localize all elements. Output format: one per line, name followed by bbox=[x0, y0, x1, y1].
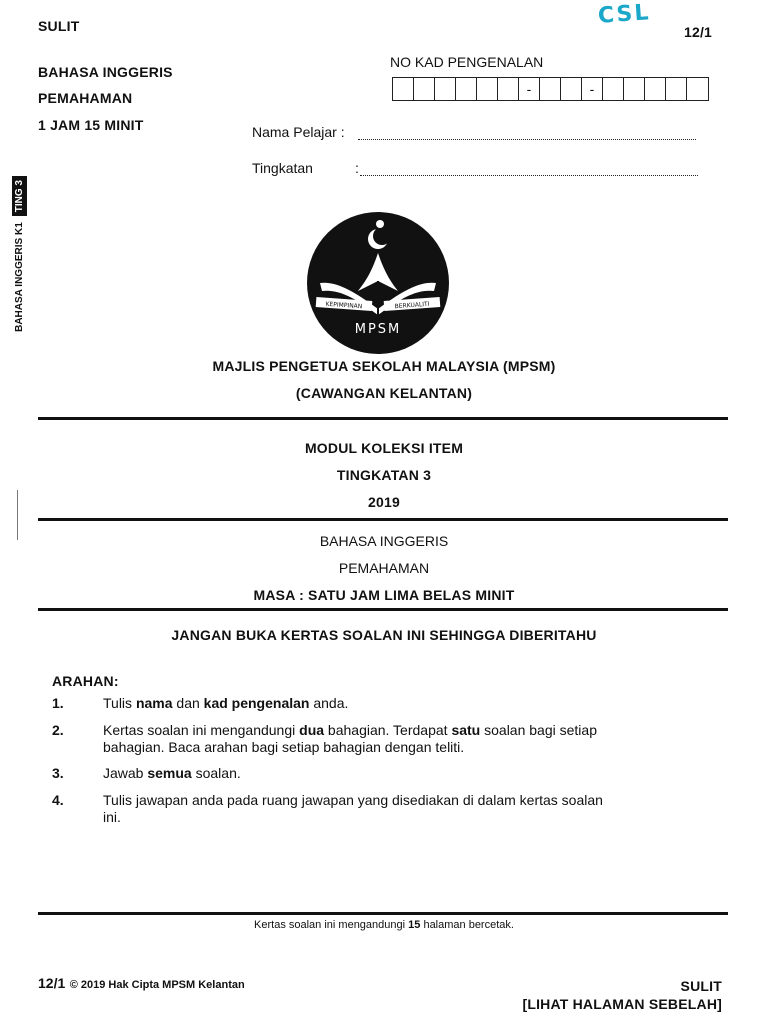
page-count-note bbox=[0, 919, 768, 931]
instruction-text bbox=[103, 695, 623, 712]
instruction-fragment: anda. bbox=[309, 695, 349, 711]
mpsm-logo bbox=[306, 211, 450, 355]
paper-code-top: 12/1 bbox=[684, 24, 713, 40]
subject-top: BAHASA INGGERIS bbox=[38, 64, 173, 80]
ic-label: NO KAD PENGENALAN bbox=[390, 54, 544, 70]
instruction-text bbox=[103, 722, 623, 756]
instruction-fragment: bahagian. Terdapat bbox=[324, 722, 452, 738]
instruction-number: 3. bbox=[52, 765, 64, 781]
instruction-number: 1. bbox=[52, 695, 64, 711]
side-label-text: BAHASA INGGERIS K1 bbox=[13, 222, 25, 332]
divider-1 bbox=[38, 417, 728, 420]
module-year: 2019 bbox=[368, 494, 400, 510]
ic-number-boxes[interactable] bbox=[392, 77, 709, 101]
ic-box[interactable] bbox=[603, 78, 624, 100]
instruction-fragment: soalan. bbox=[191, 765, 241, 781]
footer-copyright: © 2019 Hak Cipta MPSM Kelantan bbox=[69, 979, 245, 991]
side-label bbox=[9, 176, 29, 356]
ic-box[interactable]: - bbox=[582, 78, 603, 100]
instruction-emphasis: satu bbox=[451, 722, 481, 738]
footer-classification: SULIT bbox=[680, 978, 722, 994]
instruction-emphasis: semua bbox=[147, 765, 192, 781]
instruction-fragment: Tulis jawapan anda pada ruang jawapan yang disediakan di dalam kertas soalan ini. bbox=[103, 792, 603, 825]
form-colon: : bbox=[355, 160, 359, 176]
divider-3 bbox=[38, 608, 728, 611]
ic-box[interactable] bbox=[687, 78, 708, 100]
instruction-number: 2. bbox=[52, 722, 64, 738]
ic-box[interactable] bbox=[477, 78, 498, 100]
classification-top: SULIT bbox=[38, 18, 80, 34]
ic-box[interactable] bbox=[414, 78, 435, 100]
organisation-line1: MAJLIS PENGETUA SEKOLAH MALAYSIA (MPSM) bbox=[212, 358, 556, 374]
divider-2 bbox=[38, 518, 728, 521]
divider-4 bbox=[38, 912, 728, 915]
form-label: Tingkatan bbox=[252, 160, 313, 176]
csl-stamp: CSL bbox=[597, 0, 652, 29]
page-count-number: 15 bbox=[408, 919, 421, 931]
ic-box[interactable] bbox=[561, 78, 582, 100]
paper-time: MASA : SATU JAM LIMA BELAS MINIT bbox=[253, 587, 515, 603]
instruction-number: 4. bbox=[52, 792, 64, 808]
instruction-emphasis: kad pengenalan bbox=[203, 695, 310, 711]
logo-ribbon-right: BERKUALITI bbox=[394, 300, 430, 311]
side-label-tag: TING 3 bbox=[12, 176, 27, 216]
footer-next-page: [LIHAT HALAMAN SEBELAH] bbox=[522, 996, 722, 1012]
component-top: PEMAHAMAN bbox=[38, 90, 133, 106]
instruction-text bbox=[103, 765, 623, 782]
ic-box[interactable] bbox=[393, 78, 414, 100]
instruction-fragment: Tulis bbox=[103, 695, 136, 711]
ic-box[interactable]: - bbox=[519, 78, 540, 100]
paper-component: PEMAHAMAN bbox=[338, 560, 430, 576]
instruction-emphasis: nama bbox=[135, 695, 173, 711]
warning-text: JANGAN BUKA KERTAS SOALAN INI SEHINGGA DIBERITAHU bbox=[171, 627, 597, 643]
module-title: MODUL KOLEKSI ITEM bbox=[304, 440, 464, 456]
duration-top: 1 JAM 15 MINIT bbox=[38, 117, 144, 133]
ic-box[interactable] bbox=[666, 78, 687, 100]
module-form: TINGKATAN 3 bbox=[336, 467, 432, 483]
organisation-line2: (CAWANGAN KELANTAN) bbox=[295, 385, 473, 401]
ic-box[interactable] bbox=[498, 78, 519, 100]
ic-box[interactable] bbox=[540, 78, 561, 100]
footer-code: 12/1 bbox=[38, 975, 66, 991]
logo-ribbon-left: KEPIMPINAN bbox=[325, 300, 363, 311]
instruction-fragment: Kertas soalan ini mengandungi bbox=[103, 722, 300, 738]
ic-box[interactable] bbox=[624, 78, 645, 100]
instruction-emphasis: dua bbox=[299, 722, 325, 738]
logo-acronym: MPSM bbox=[354, 322, 402, 337]
instruction-fragment: Jawab bbox=[103, 765, 148, 781]
name-field[interactable] bbox=[358, 139, 696, 140]
instruction-text bbox=[103, 792, 623, 826]
ic-box[interactable] bbox=[645, 78, 666, 100]
page-count-before: Kertas soalan ini mengandungi bbox=[254, 919, 409, 931]
ic-box[interactable] bbox=[435, 78, 456, 100]
instruction-fragment: soalan bagi setiap bahagian. Baca arahan bagi setiap bahagian dengan teliti. bbox=[103, 722, 597, 755]
footer-left bbox=[38, 975, 245, 993]
form-field[interactable] bbox=[360, 175, 698, 176]
name-label: Nama Pelajar : bbox=[252, 124, 345, 140]
instruction-fragment: dan bbox=[172, 695, 204, 711]
paper-subject: BAHASA INGGERIS bbox=[319, 533, 449, 549]
ic-box[interactable] bbox=[456, 78, 477, 100]
instructions-heading: ARAHAN: bbox=[52, 673, 119, 689]
page-count-after: halaman bercetak. bbox=[420, 919, 514, 931]
